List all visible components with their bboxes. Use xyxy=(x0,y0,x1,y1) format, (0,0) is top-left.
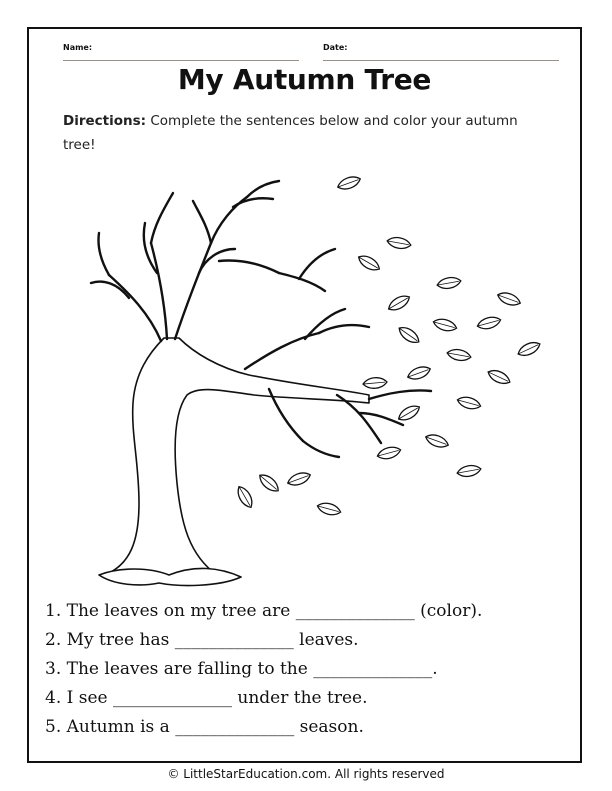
sentence-1[interactable]: 1. The leaves on my tree are ______________ (color). xyxy=(45,601,483,621)
sentence-4[interactable]: 4. I see ______________ under the tree. xyxy=(45,688,368,708)
sentence-2[interactable]: 2. My tree has ______________ leaves. xyxy=(45,630,359,650)
tree-trunk xyxy=(99,338,369,585)
directions-text: Complete the sentences below and color your autumn tree! xyxy=(63,113,518,153)
name-label: Name: xyxy=(63,43,93,52)
date-line[interactable] xyxy=(323,60,559,61)
sentence-5[interactable]: 5. Autumn is a ______________ season. xyxy=(45,717,364,737)
date-label: Date: xyxy=(323,43,348,52)
falling-leaves xyxy=(234,174,542,517)
name-line[interactable] xyxy=(63,60,299,61)
copyright-footer: © LittleStarEducation.com. All rights reserved xyxy=(167,767,445,781)
sentence-3[interactable]: 3. The leaves are falling to the ______________. xyxy=(45,659,438,679)
directions xyxy=(63,109,543,157)
worksheet-frame xyxy=(27,27,582,763)
autumn-tree-illustration xyxy=(69,163,549,603)
directions-label: Directions: xyxy=(63,113,147,129)
sentence-list xyxy=(45,597,575,742)
page-title: My Autumn Tree xyxy=(177,63,432,96)
